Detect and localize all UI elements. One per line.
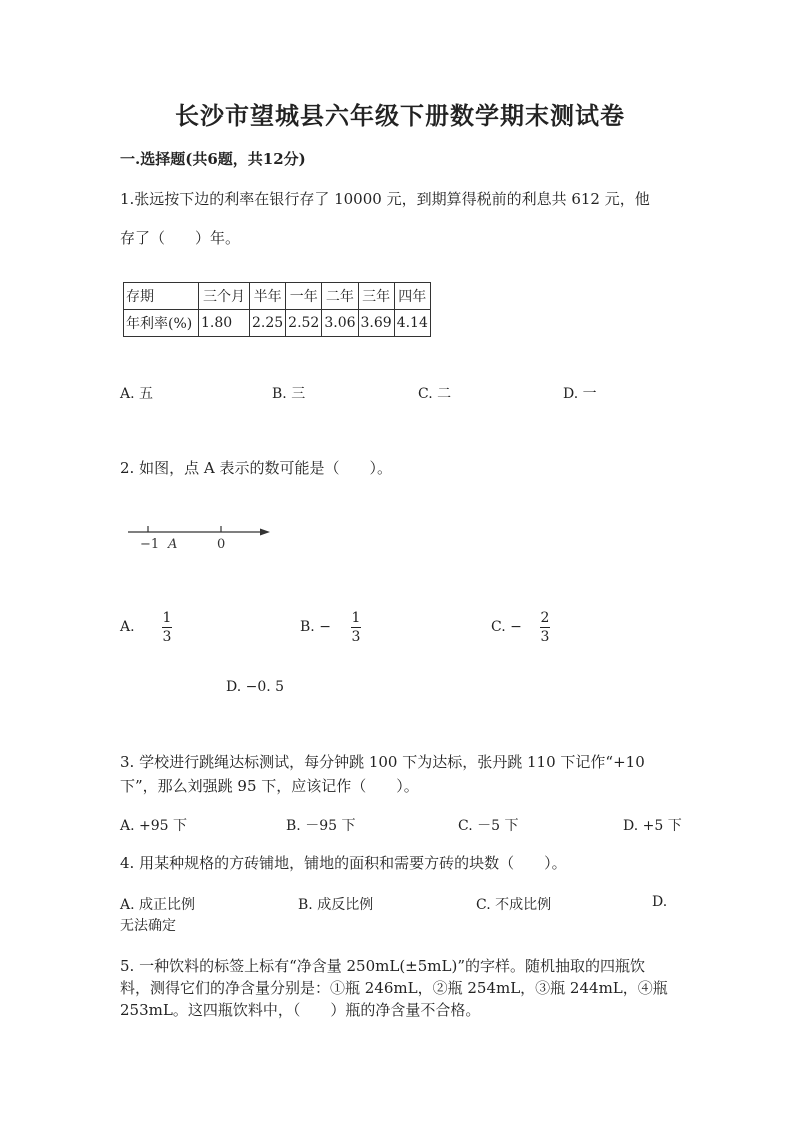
q4-option-a[interactable]: A. 成正比例 [120, 897, 196, 913]
question-1-line-1: 1.张远按下边的利率在银行存了 10000 元，到期算得税前的利息共 612 元，他 [120, 190, 650, 208]
table-cell: 1.80 [199, 310, 250, 337]
label-point-a: A [168, 537, 178, 552]
table-row [124, 310, 431, 337]
table-cell: 2.52 [286, 310, 322, 337]
section-heading: 一.选择题(共6题，共12分) [120, 150, 306, 168]
q2-option-a-prefix[interactable]: A. [120, 619, 135, 635]
q2-option-b-prefix[interactable]: B. − [300, 619, 331, 635]
q2-option-a-fraction [162, 610, 172, 645]
q1-option-d[interactable]: D. 一 [563, 386, 597, 402]
table-cell: 存期 [124, 283, 199, 310]
q2-option-c-fraction [540, 610, 550, 645]
q1-option-c[interactable]: C. 二 [418, 386, 452, 402]
fraction-numerator: 2 [540, 610, 550, 626]
fraction-denominator: 3 [540, 629, 550, 645]
question-4-text: 4. 用某种规格的方砖铺地，铺地的面积和需要方砖的块数（ ）。 [120, 854, 567, 872]
table-cell: 4.14 [394, 310, 430, 337]
fraction-bar [540, 627, 550, 628]
q4-option-c[interactable]: C. 不成比例 [476, 897, 552, 913]
table-cell: 2.25 [250, 310, 286, 337]
table-cell: 三年 [358, 283, 394, 310]
fraction-bar [162, 627, 172, 628]
question-5-line-2: 料，测得它们的净含量分别是：①瓶 246mL，②瓶 254mL，③瓶 244mL，④瓶 [120, 979, 668, 997]
table-cell: 年利率(%) [124, 310, 199, 337]
fraction-bar [351, 627, 361, 628]
table-row [124, 283, 431, 310]
label-zero: 0 [217, 537, 226, 552]
question-5-line-3: 253mL。这四瓶饮料中，（ ）瓶的净含量不合格。 [120, 1001, 481, 1019]
page-title: 长沙市望城县六年级下册数学期末测试卷 [175, 101, 625, 130]
q3-option-c[interactable]: C. －5 下 [458, 818, 519, 834]
table-cell: 一年 [286, 283, 322, 310]
table-cell: 三个月 [199, 283, 250, 310]
interest-rate-table [123, 282, 431, 337]
table-cell: 3.06 [322, 310, 358, 337]
table-cell: 二年 [322, 283, 358, 310]
q2-option-c-prefix[interactable]: C. − [491, 619, 522, 635]
q3-option-a[interactable]: A. +95 下 [120, 818, 188, 834]
q1-option-a[interactable]: A. 五 [120, 386, 154, 402]
question-2-text: 2. 如图，点 A 表示的数可能是（ ）。 [120, 459, 392, 477]
fraction-numerator: 1 [162, 610, 172, 626]
q4-option-b[interactable]: B. 成反比例 [298, 897, 374, 913]
table-cell: 半年 [250, 283, 286, 310]
q4-option-d-continued[interactable]: 无法确定 [120, 918, 176, 934]
fraction-denominator: 3 [162, 629, 172, 645]
q1-option-b[interactable]: B. 三 [272, 386, 306, 402]
q3-option-b[interactable]: B. －95 下 [286, 818, 356, 834]
question-5-line-1: 5. 一种饮料的标签上标有“净含量 250mL(±5mL)”的字样。随机抽取的四瓶饮 [120, 957, 646, 975]
table-cell: 四年 [394, 283, 430, 310]
question-1-line-2: 存了（ ）年。 [120, 229, 241, 247]
q2-option-d[interactable]: D. −0. 5 [226, 679, 285, 695]
q2-option-b-fraction [351, 610, 361, 645]
table-cell: 3.69 [358, 310, 394, 337]
question-3-line-1: 3. 学校进行跳绳达标测试，每分钟跳 100 下为达标，张丹跳 110 下记作“+10 [120, 753, 645, 771]
question-3-line-2: 下”，那么刘强跳 95 下，应该记作（ ）。 [120, 777, 419, 795]
q3-option-d[interactable]: D. +5 下 [623, 818, 682, 834]
fraction-numerator: 1 [351, 610, 361, 626]
label-minus-one: −1 [140, 537, 160, 552]
arrow-icon [260, 529, 270, 536]
number-line-figure [126, 520, 276, 556]
q4-option-d[interactable]: D. [652, 894, 668, 910]
fraction-denominator: 3 [351, 629, 361, 645]
